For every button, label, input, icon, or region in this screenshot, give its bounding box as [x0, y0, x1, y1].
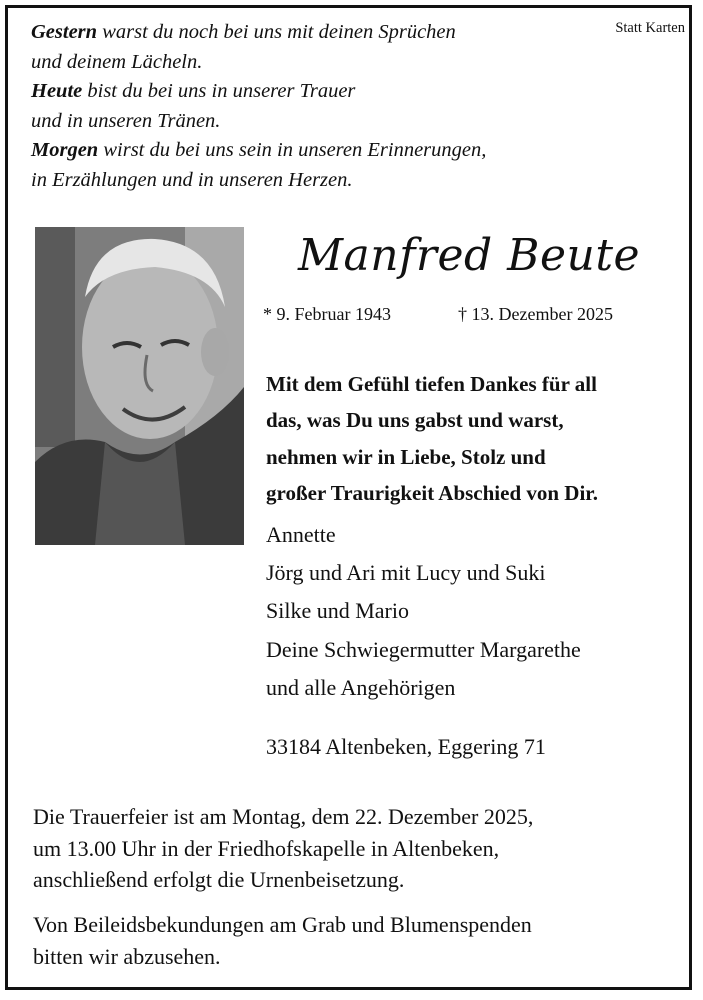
portrait-photo [35, 227, 244, 545]
poem-line [31, 166, 486, 196]
condolence-note [33, 909, 532, 972]
condolence-line: Von Beileidsbekundungen am Grab und Blumenspenden [33, 912, 532, 937]
poem-line [31, 136, 486, 166]
poem-keyword: Gestern [31, 21, 98, 43]
poem [31, 18, 486, 196]
poem-line [31, 107, 486, 137]
thanks-text [266, 366, 598, 511]
poem-text: in Erzählungen und in unseren Herzen. [31, 168, 353, 191]
poem-line [31, 48, 486, 78]
mourner-name: Deine Schwiegermutter Margarethe [266, 636, 581, 662]
poem-line [31, 77, 486, 107]
mourner-name: Jörg und Ari mit Lucy und Suki [266, 560, 546, 586]
poem-text: bist du bei uns in unserer Trauer [82, 80, 356, 103]
mourners-list [266, 516, 581, 707]
poem-keyword: Morgen [31, 139, 99, 162]
portrait-illustration [35, 227, 244, 545]
poem-line [31, 18, 486, 48]
funeral-info [33, 801, 533, 896]
mourner-name: Silke und Mario [266, 598, 409, 624]
mourner-name: und alle Angehörigen [266, 674, 456, 700]
poem-text: und in unseren Tränen. [31, 109, 221, 132]
family-address: 33184 Altenbeken, Eggering 71 [266, 734, 546, 759]
funeral-line: Die Trauerfeier ist am Montag, dem 22. Dezember 2025, [33, 804, 534, 829]
thanks-line: großer Traurigkeit Abschied von Dir. [266, 480, 598, 505]
thanks-line: nehmen wir in Liebe, Stolz und [266, 444, 546, 469]
funeral-line: anschließend erfolgt die Urnenbeisetzung. [33, 867, 405, 892]
deceased-name: Manfred Beute [298, 230, 641, 281]
statt-karten-label: Statt Karten [615, 20, 685, 36]
poem-text: warst du noch bei uns mit deinen Sprüchen [97, 21, 456, 43]
mourner-name: Annette [266, 522, 336, 547]
death-date: † 13. Dezember 2025 [458, 304, 613, 324]
funeral-line: um 13.00 Uhr in der Friedhofskapelle in Altenbeken, [33, 835, 500, 861]
condolence-line: bitten wir abzusehen. [33, 943, 221, 969]
birth-date: * 9. Februar 1943 [263, 304, 391, 324]
poem-text: wirst du bei uns sein in unseren Erinnerungen, [98, 139, 487, 162]
poem-keyword: Heute [31, 80, 83, 103]
thanks-line: Mit dem Gefühl tiefen Dankes für all [266, 372, 597, 396]
poem-text: und deinem Lächeln. [31, 50, 203, 73]
thanks-line: das, was Du uns gabst und warst, [266, 408, 564, 433]
